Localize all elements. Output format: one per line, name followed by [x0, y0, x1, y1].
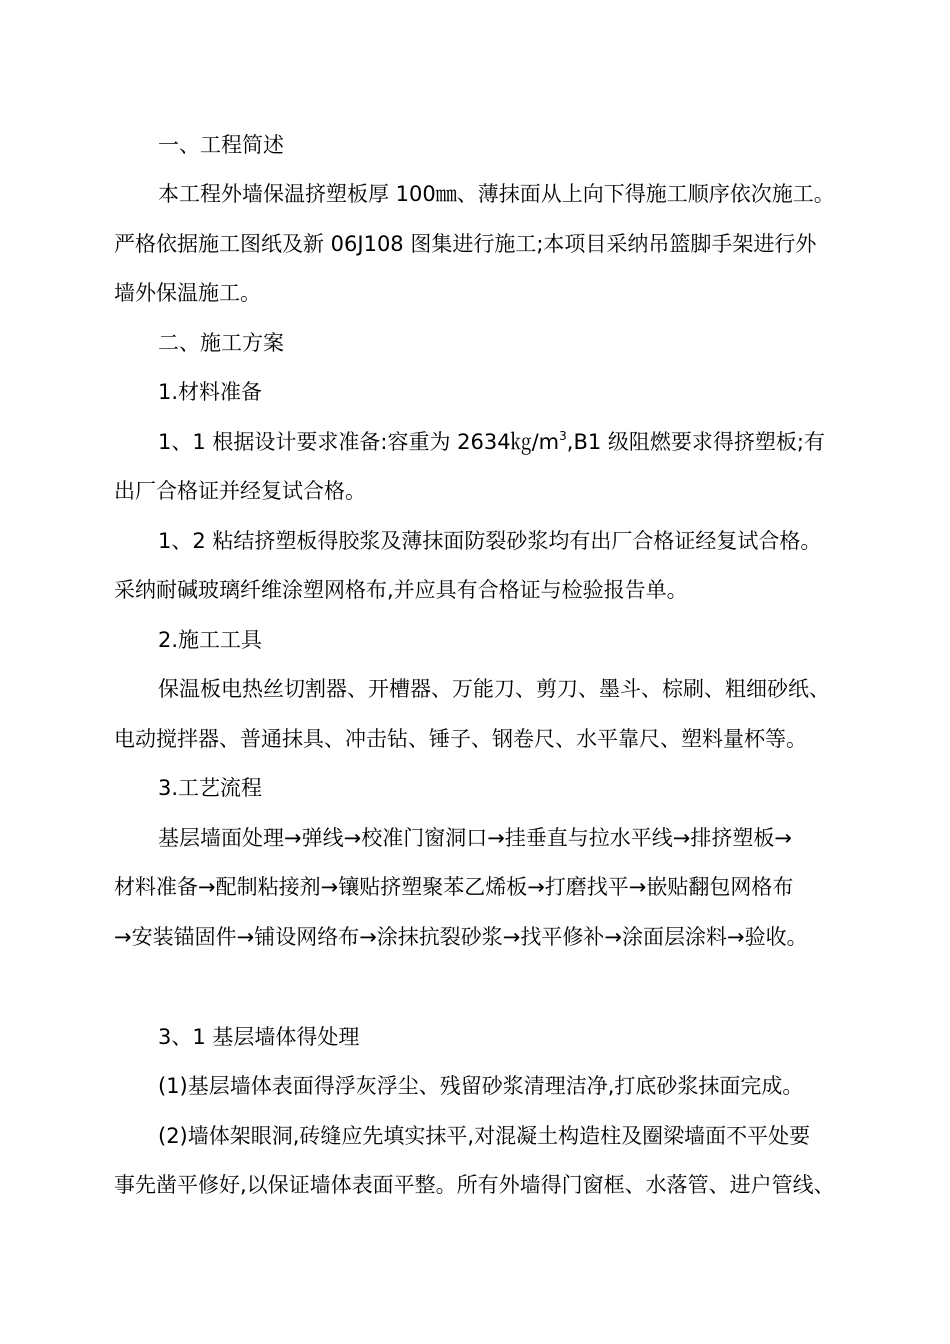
paragraph-line: →安装锚固件→铺设网络布→涂抹抗裂砂浆→找平修补→涂面层涂料→验收。 — [114, 925, 808, 949]
paragraph-line: 电动搅拌器、普通抹具、冲击钻、锤子、钢卷尺、水平靠尺、塑料量杯等。 — [114, 727, 807, 751]
paragraph-line: (2)墙体架眼洞,砖缝应先填实抹平,对混凝土构造柱及圈梁墙面不平处要 — [158, 1124, 811, 1148]
heading-construction-plan: 二、施工方案 — [158, 331, 284, 355]
paragraph-line: 严格依据施工图纸及新 06J108 图集进行施工;本项目采纳吊篮脚手架进行外 — [114, 232, 817, 256]
paragraph-line: 保温板电热丝切割器、开槽器、万能刀、剪刀、墨斗、棕刷、粗细砂纸、 — [158, 677, 830, 701]
paragraph-line: 出厂合格证并经复试合格。 — [114, 479, 366, 503]
paragraph-line — [0, 422, 950, 462]
paragraph-line: 本工程外墙保温挤塑板厚 100㎜、薄抹面从上向下得施工顺序依次施工。 — [158, 182, 835, 206]
text-run: 1、1 根据设计要求准备:容重为 2634㎏/m — [158, 430, 560, 454]
paragraph-line: 基层墙面处理→弹线→校准门窗洞口→挂垂直与拉水平线→排挤塑板→ — [158, 826, 792, 850]
text-run: ,B1 级阻燃要求得挤塑板;有 — [566, 430, 825, 454]
paragraph-line: 墙外保温施工。 — [114, 281, 261, 305]
subheading-material-prep: 1.材料准备 — [158, 380, 263, 404]
paragraph-line: 材料准备→配制粘接剂→镶贴挤塑聚苯乙烯板→打磨找平→嵌贴翻包网格布 — [114, 875, 794, 899]
paragraph-line: 1、2 粘结挤塑板得胶浆及薄抹面防裂砂浆均有出厂合格证经复试合格。 — [158, 529, 822, 553]
paragraph-line: (1)基层墙体表面得浮灰浮尘、残留砂浆清理洁净,打底砂浆抹面完成。 — [158, 1074, 804, 1098]
heading-project-overview: 一、工程简述 — [158, 133, 284, 157]
paragraph-line: 事先凿平修好,以保证墙体表面平整。所有外墙得门窗框、水落管、进户管线、 — [114, 1173, 835, 1197]
paragraph-line: 采纳耐碱玻璃纤维涂塑网格布,并应具有合格证与检验报告单。 — [114, 578, 688, 602]
subheading-base-wall-treatment: 3、1 基层墙体得处理 — [158, 1025, 360, 1049]
subheading-tools: 2.施工工具 — [158, 628, 263, 652]
subheading-process-flow: 3.工艺流程 — [158, 776, 263, 800]
superscript-text: 3 — [559, 429, 567, 443]
